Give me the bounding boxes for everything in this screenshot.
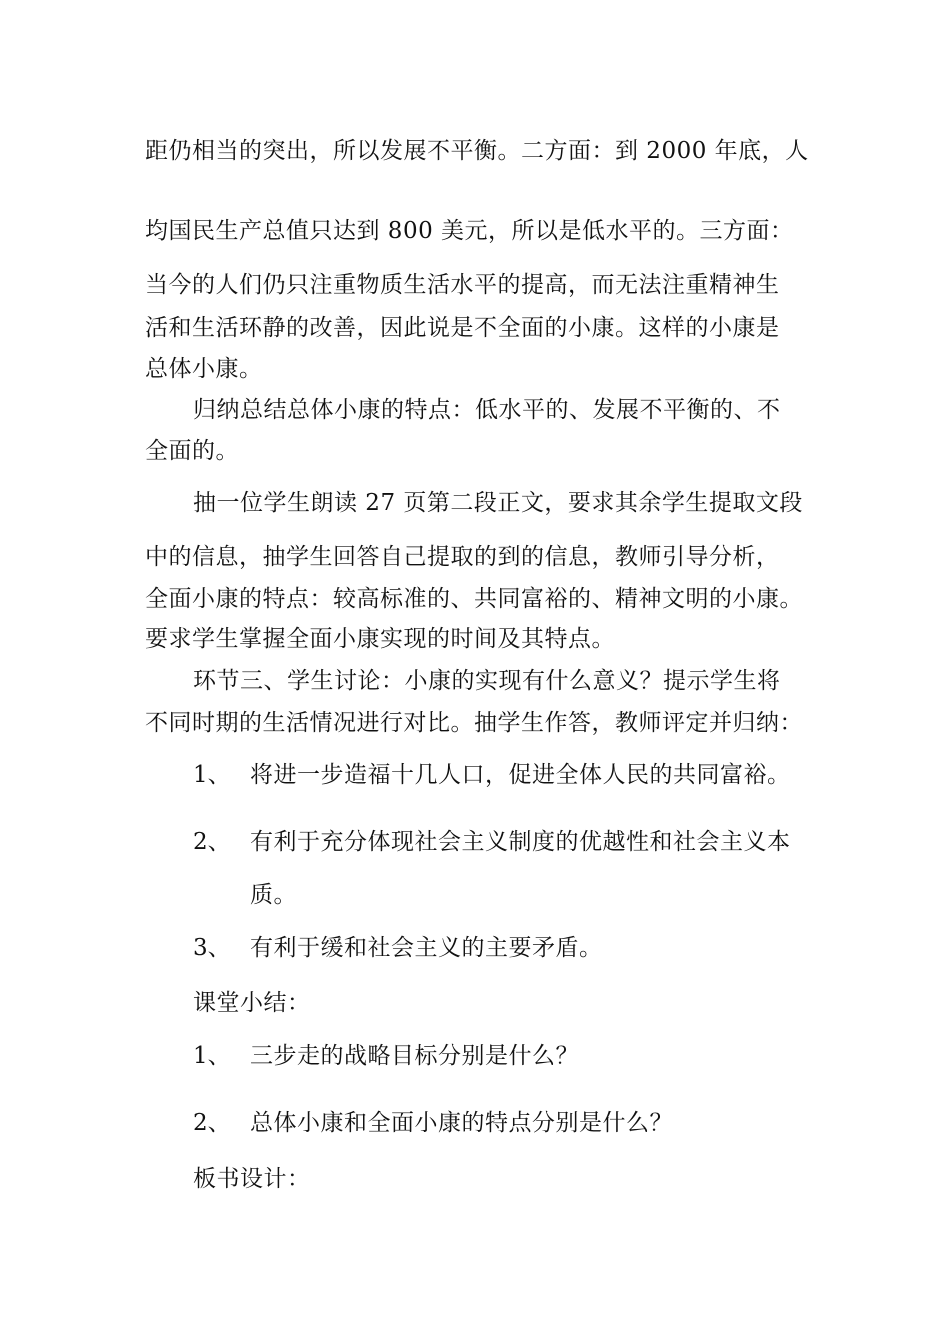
list-item-number: 2、 (193, 1110, 231, 1136)
paragraph-line: 均国民生产总值只达到 800 美元，所以是低水平的。三方面： (145, 218, 794, 244)
list-item-text: 有利于缓和社会主义的主要矛盾。 (250, 935, 603, 961)
paragraph-line: 环节三、学生讨论：小康的实现有什么意义？提示学生将 (193, 668, 781, 694)
paragraph-line: 活和生活环静的改善，因此说是不全面的小康。这样的小康是 (145, 315, 780, 341)
paragraph-line: 全面的。 (145, 438, 239, 464)
list-item-text: 三步走的战略目标分别是什么？ (250, 1043, 579, 1069)
list-item-text: 将进一步造福十几人口，促进全体人民的共同富裕。 (250, 762, 791, 788)
board-design-heading: 板书设计： (193, 1166, 311, 1192)
summary-heading: 课堂小结： (193, 990, 311, 1016)
paragraph-line: 当今的人们仍只注重物质生活水平的提高，而无法注重精神生 (145, 272, 780, 298)
paragraph-line: 要求学生掌握全面小康实现的时间及其特点。 (145, 626, 615, 652)
list-item-number: 3、 (193, 935, 231, 961)
paragraph-line: 总体小康。 (145, 356, 263, 382)
paragraph-line: 抽一位学生朗读 27 页第二段正文，要求其余学生提取文段 (193, 490, 803, 516)
list-item-number: 1、 (193, 1043, 231, 1069)
paragraph-line: 中的信息，抽学生回答自己提取的到的信息，教师引导分析， (145, 544, 780, 570)
list-item-number: 1、 (193, 762, 231, 788)
list-item-number: 2、 (193, 829, 231, 855)
paragraph-line: 全面小康的特点：较高标准的、共同富裕的、精神文明的小康。 (145, 586, 803, 612)
paragraph-line: 不同时期的生活情况进行对比。抽学生作答，教师评定并归纳： (145, 710, 803, 736)
list-item-text: 有利于充分体现社会主义制度的优越性和社会主义本 (250, 829, 791, 855)
paragraph-line: 距仍相当的突出，所以发展不平衡。二方面：到 2000 年底，人 (145, 138, 809, 164)
paragraph-line: 归纳总结总体小康的特点：低水平的、发展不平衡的、不 (193, 397, 781, 423)
list-item-text-continued: 质。 (250, 882, 297, 908)
list-item-text: 总体小康和全面小康的特点分别是什么？ (250, 1110, 673, 1136)
